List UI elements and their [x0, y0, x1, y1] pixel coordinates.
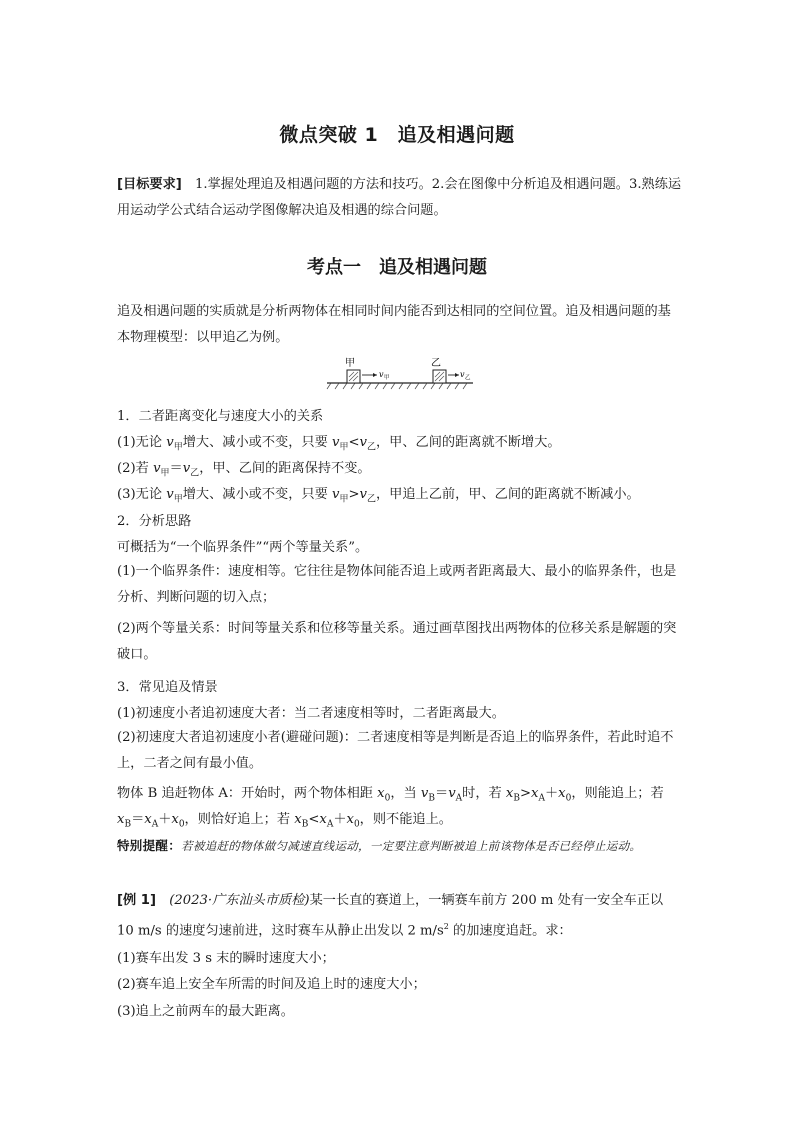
example-text: 某一长直的赛道上，一辆赛车前方 200 m 处有一安全车正以 10 m/s 的速度匀速前进，这时赛车从静止出发以 2 m/s	[117, 893, 664, 939]
example-source: (2023·广东汕头市质检)	[156, 893, 310, 908]
tip-label: 特别提醒：	[117, 838, 182, 853]
tip-text: 若被追赶的物体做匀减速直线运动，一定要注意判断被追上前该物体是否已经停止运动。	[181, 839, 642, 853]
question-2: (2)赛车追上安全车所需的时间及追上时的速度大小；	[117, 977, 426, 992]
vel-a-sub: 甲	[384, 375, 390, 381]
s1-item-2: (2)若 $v_甲=v_乙$，甲、乙间的距离保持不变。	[117, 461, 371, 479]
s3-heading: 3．常见追及情景	[117, 680, 218, 695]
tip-paragraph	[117, 834, 685, 858]
s3-point-3-line1: 物体 B 追赶物体 A：开始时，两个物体相距 $x_0$，当 $v_B=v_A$时，若 $x_B>x_A+x_0$，则能追上；若	[117, 786, 664, 804]
example-label: [例 1]	[117, 893, 157, 908]
example-paragraph: [例 1] (2023·广东汕头市质检)某一长直的赛道上，一辆赛车前方 200 m 处有一安全车正以 10 m/s 的速度匀速前进，这时赛车从静止出发以 2 $m/s^2$ 的加速度追赶。求：	[117, 893, 664, 939]
vel-b-symbol: v	[460, 370, 465, 379]
question-1: (1)赛车出发 3 s 末的瞬时速度大小；	[117, 951, 335, 966]
s1-item-1: (1)无论 $v_甲$增大、减小或不变，只要 $v_甲<v_乙$，甲、乙间的距离就不断增大。	[117, 435, 561, 453]
page-title: 微点突破 1 追及相遇问题	[279, 124, 515, 146]
s2-summary: 可概括为“一个临界条件”“两个等量关系”。	[117, 540, 369, 555]
goal-text: 1.掌握处理追及相遇问题的方法和技巧。2.会在图像中分析追及相遇问题。3.熟练运用运动学公式结合运动学图像解决追及相遇的综合问题。	[117, 177, 682, 218]
s2-point-1: (1)一个临界条件：速度相等。它往往是物体间能否追上或两者距离最大、最小的临界条件，也是分析、判断问题的切入点；	[117, 564, 677, 605]
s1-item-3: (3)无论 $v_甲$增大、减小或不变，只要 $v_甲>v_乙$，甲追上乙前，甲、乙间的距离就不断减小。	[117, 487, 640, 505]
goal-label: [目标要求]	[117, 177, 182, 192]
ground-hatch	[327, 383, 467, 389]
s3-point-2: (2)初速度大者追初速度小者(避碰问题)：二者速度相等是判断是否追上的临界条件，若此时追不上，二者之间有最小值。	[117, 730, 674, 771]
vel-b-sub: 乙	[465, 375, 471, 381]
section-title: 考点一 追及相遇问题	[307, 257, 487, 278]
vel-a-symbol: v	[379, 370, 384, 379]
question-3: (3)追上之前两车的最大距离。	[117, 1004, 294, 1019]
s2-point-2: (2)两个等量关系：时间等量关系和位移等量关系。通过画草图找出两物体的位移关系是解题的突破口。	[117, 621, 677, 662]
label-b: 乙	[431, 358, 441, 369]
intro-paragraph: 追及相遇问题的实质就是分析两物体在相同时间内能否到达相同的空间位置。追及相遇问题的基本物理模型：以甲追乙为例。	[117, 304, 671, 345]
s2-heading: 2．分析思路	[117, 514, 192, 529]
s3-point-1: (1)初速度小者追初速度大者：当二者速度相等时，二者距离最大。	[117, 706, 505, 721]
s3-point-3-line2: $x_B=x_A+x_0$，则恰好追上；若 $x_B<x_A+x_0$，则不能追上。	[117, 812, 452, 830]
label-a: 甲	[345, 358, 355, 369]
goal-paragraph	[117, 172, 683, 224]
s1-heading: 1．二者距离变化与速度大小的关系	[117, 409, 324, 424]
chase-model-figure	[325, 353, 475, 391]
